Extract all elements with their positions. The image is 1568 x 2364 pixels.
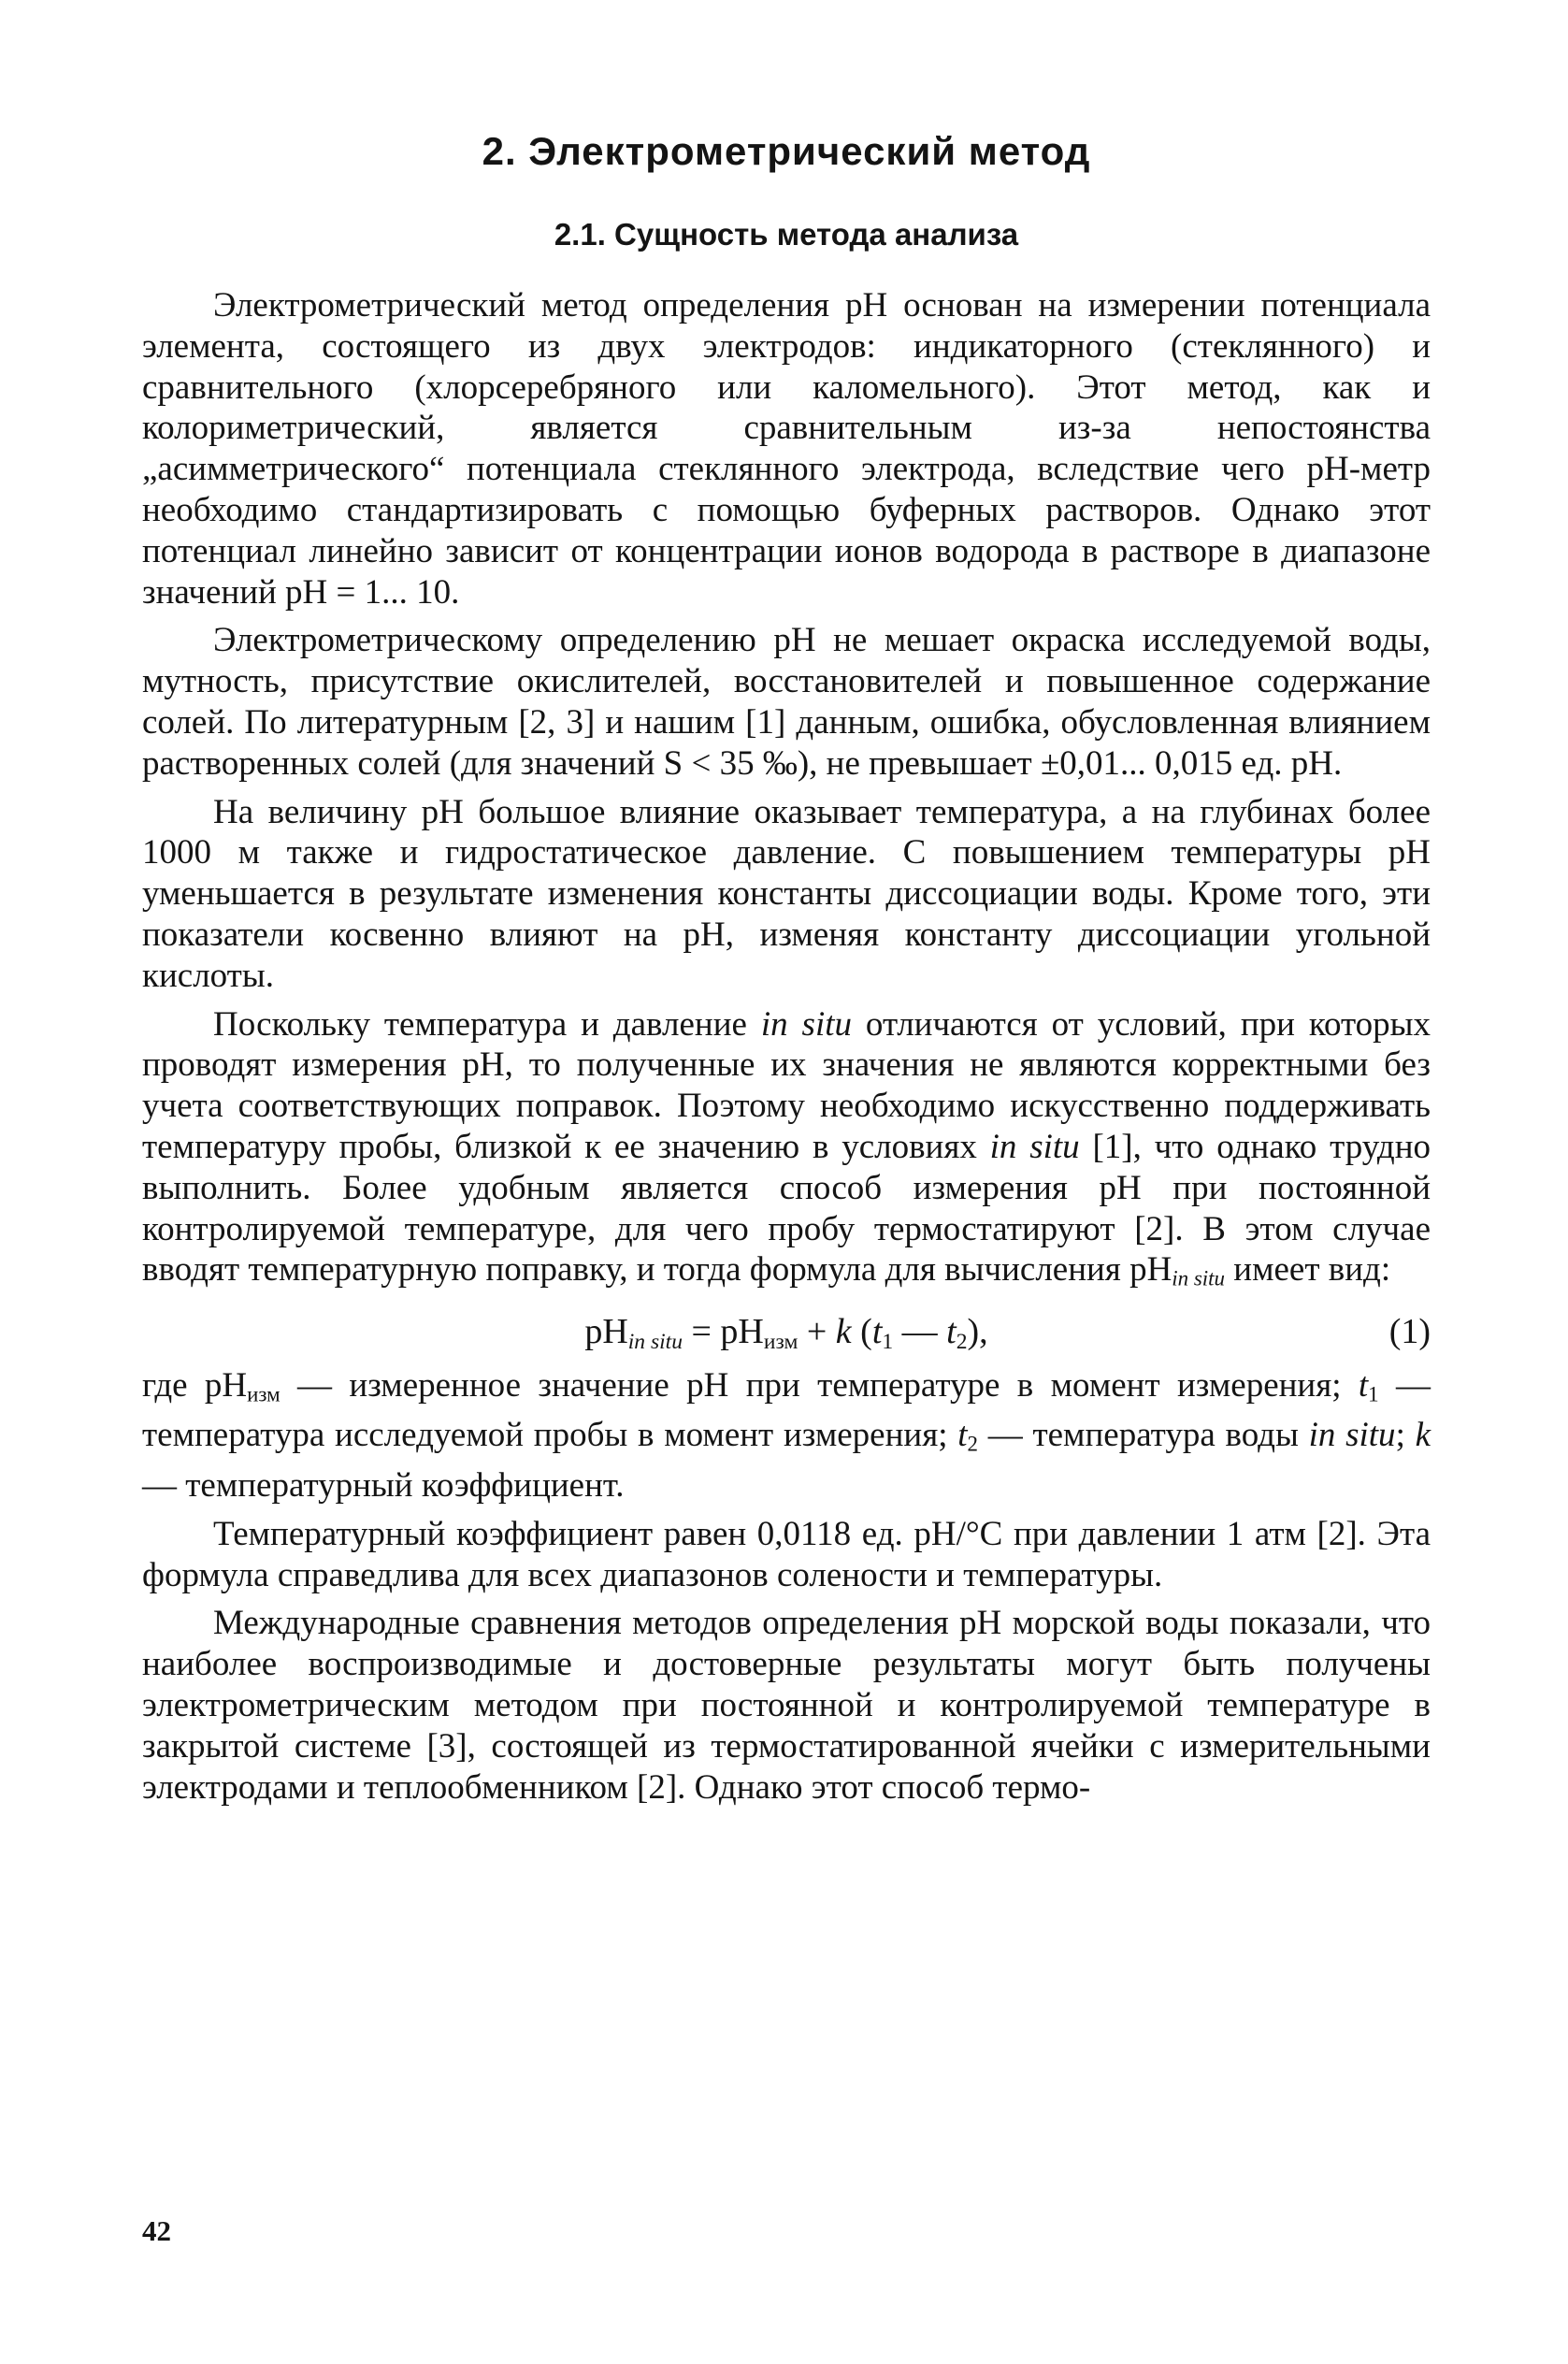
- t2-symbol: t: [957, 1416, 968, 1455]
- t1-subscript: 1: [1368, 1382, 1379, 1406]
- in-situ-subscript: in situ: [1172, 1267, 1226, 1291]
- text-run: — температурный коэффициент.: [142, 1465, 625, 1505]
- in-situ-term: in situ: [760, 1004, 853, 1044]
- text-run: имеет вид:: [1225, 1250, 1391, 1290]
- text-run: ;: [1395, 1416, 1416, 1455]
- paragraph-method-principle: Электрометрический метод определения pH основан на измерении потенциала элемента, состоящего из двух электродов: индикаторного (стеклянного) и сравнительного (хлорсеребряного или каломельного). Этот метод, как и колориметрический, является сравнительным из-за непостоянства „асимметрического“ потенциала стеклянного электрода, вследствие чего pH-метр необходимо стандартизировать с помощью буферных растворов. Однако этот потенциал линейно зависит от концентрации ионов водорода в растворе в диапазоне значений pH = 1... 10.: [142, 286, 1431, 612]
- in-situ-term: in situ: [989, 1127, 1080, 1166]
- izm-subscript: изм: [247, 1382, 281, 1406]
- formula-t2: t: [946, 1311, 957, 1351]
- formula-t1: t: [871, 1311, 883, 1351]
- text-run: [1], что однако трудно выполнить. Более удобным является способ измерения pH при постоянной контролируемой температуре, для чего пробу термостатируют [2]. В этом случае вводят температурную поправку, и тогда формула для вычисления pH: [142, 1127, 1431, 1290]
- formula-lhs-subscript: in situ: [627, 1329, 683, 1354]
- text-run: — измеренное значение pH при температуре в момент измерения;: [280, 1365, 1359, 1405]
- formula-minus: —: [893, 1311, 947, 1351]
- formula-paren-close: ),: [967, 1311, 988, 1351]
- k-symbol: k: [1415, 1416, 1431, 1455]
- formula-expression: [142, 1307, 1431, 1366]
- formula-lhs: pH: [584, 1311, 628, 1351]
- paragraph-in-situ-correction: [142, 1004, 1431, 1300]
- formula-t1-subscript: 1: [882, 1329, 894, 1354]
- formula-plus: +: [798, 1311, 836, 1351]
- paragraph-interference: Электрометрическому определению pH не мешает окраска исследуемой воды, мутность, присутствие окислителей, восстановителей и повышенное содержание солей. По литературным [2, 3] и нашим [1] данным, ошибка, обусловленная влиянием растворенных солей (для значений S < 35 ‰), не превышает ±0,01... 0,015 ед. pH.: [142, 621, 1431, 783]
- body-text: [142, 285, 1431, 1815]
- document-page: [142, 0, 1431, 2364]
- formula-equals: = pH: [683, 1311, 764, 1351]
- paragraph-temperature-influence: На величину pH большое влияние оказывает температура, а на глубинах более 1000 м также и гидростатическое давление. С повышением температуры pH уменьшается в результате изменения константы диссоциации воды. Кроме того, эти показатели косвенно влияют на pH, изменяя константу диссоциации угольной кислоты.: [142, 792, 1431, 995]
- formula-number: (1): [1388, 1311, 1431, 1351]
- page-number: 42: [142, 2214, 171, 2247]
- text-run: — температура исследуемой пробы в момент измерения;: [142, 1365, 1431, 1455]
- text-run: Поскольку температура и давление: [213, 1004, 761, 1044]
- paragraph-formula-legend: [142, 1365, 1431, 1506]
- t1-symbol: t: [1358, 1365, 1369, 1405]
- text-run: отличаются от условий, при которых проводят измерения pH, то полученные их значения не являются корректными без учета соответствующих поправок. Поэтому необходимо искусственно поддерживать температуру пробы, близкой к ее значению в условиях: [142, 1004, 1431, 1166]
- paragraph-international-comparisons: Международные сравнения методов определения pH морской воды показали, что наиболее воспроизводимые и достоверные результаты могут быть получены электрометрическим методом при постоянной и контролируемой температуре в закрытой системе [3], состоящей из термостатированной ячейки с измерительными электродами и теплообменником [2]. Однако этот способ термо-: [142, 1604, 1431, 1807]
- paragraph-temperature-coefficient: Температурный коэффициент равен 0,0118 ед. pH/°C при давлении 1 атм [2]. Эта формула справедлива для всех диапазонов солености и температуры.: [142, 1514, 1431, 1594]
- section-heading: 2. Электрометрический метод: [482, 129, 1091, 173]
- formula-t2-subscript: 2: [956, 1329, 968, 1354]
- subsection-heading: 2.1. Сущность метода анализа: [554, 217, 1019, 252]
- formula-1: [142, 1307, 1431, 1356]
- formula-rhs-subscript: изм: [763, 1329, 798, 1354]
- text-run: где pH: [142, 1365, 248, 1405]
- formula-k: k: [835, 1311, 852, 1351]
- in-situ-term: in situ: [1308, 1416, 1396, 1455]
- text-run: — температура воды: [978, 1416, 1309, 1455]
- t2-subscript: 2: [967, 1433, 978, 1457]
- formula-paren-open: (: [851, 1311, 872, 1351]
